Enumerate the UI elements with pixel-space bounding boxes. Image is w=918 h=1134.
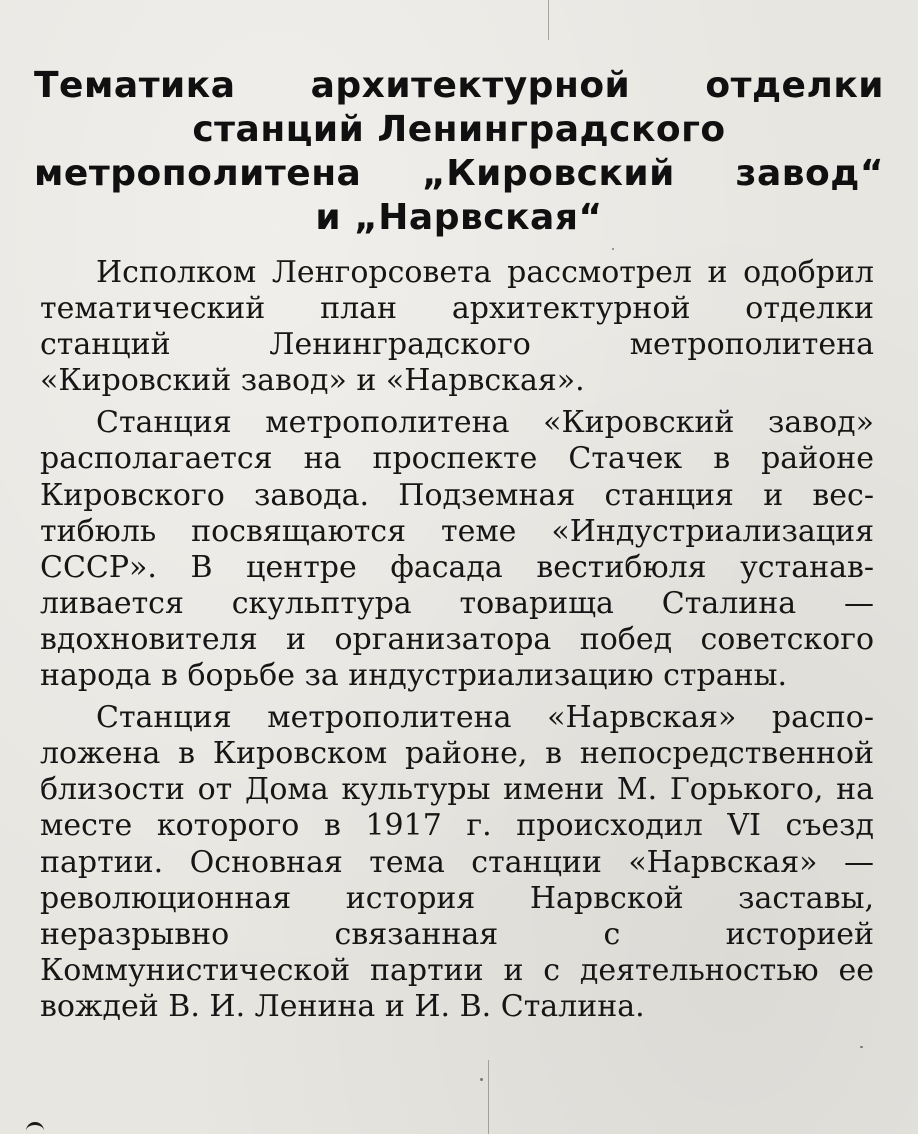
headline-line-1: Тематика архитектурной отделки <box>34 65 884 106</box>
article-paragraph: Станция метрополитена «Кировский завод» располагается на проспекте Стачек в районе Кировского завода. Подземная станция и вестибюль посвящаются теме «Индустриализация СССР». В центре фасада вестибюля устанавливается скульптура товарища Сталина — вдохновителя и организатора побед советского народа в борьбе за индустриализацию страны. <box>40 405 874 694</box>
article-paragraph: Исполком Ленгорсовета рассмотрел и одобрил тематический план архитектурной отделки станций Ленинградского метрополитена «Кировский завод» и «Нарвская». <box>40 255 874 399</box>
page-edge-mark <box>26 1122 44 1134</box>
print-speck <box>480 1078 483 1081</box>
headline-line-2: станций Ленинградского <box>192 109 726 150</box>
print-speck <box>612 248 614 250</box>
article-headline <box>34 64 884 240</box>
print-speck <box>860 1046 863 1048</box>
fold-line-bottom <box>488 1060 489 1134</box>
headline-line-3: метрополитена „Кировский завод“ <box>34 153 884 194</box>
article-paragraph: Станция метрополитена «Нарвская» расположена в Кировском районе, в непосредственной близости от Дома культуры имени М. Горького, на месте которого в 1917 г. происходил VI съезд партии. Основная тема станции «Нарвская» — революционная история Нарвской заставы, неразрывно связанная с историей Коммунистической партии и с деятельностью ее вождей В. И. Ленина и И. В. Сталина. <box>40 700 874 1024</box>
article-body <box>40 255 874 1025</box>
fold-line-top <box>548 0 549 40</box>
headline-line-4: и „Нарвская“ <box>315 197 603 238</box>
